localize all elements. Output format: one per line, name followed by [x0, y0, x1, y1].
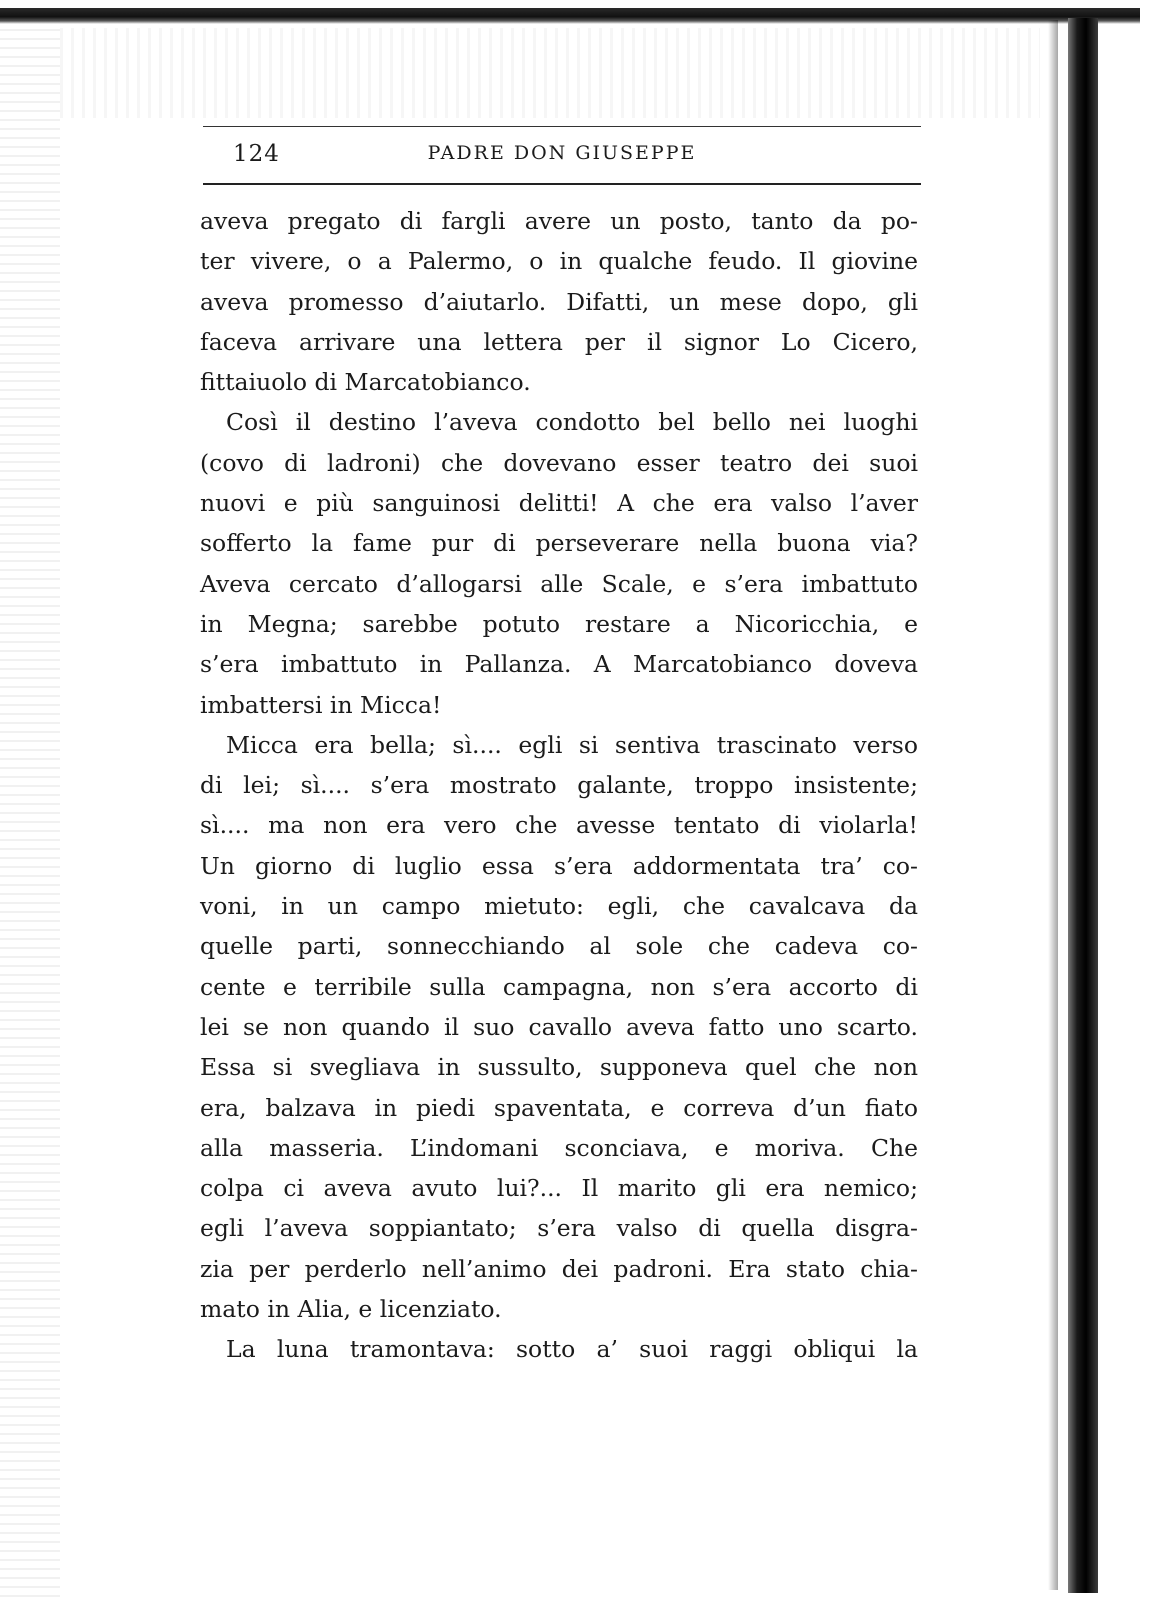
text-line: Così il destino l’aveva condotto bel bello nei luoghi [226, 408, 918, 437]
text-line: zia per perderlo nell’animo dei padroni. Era stato chia- [200, 1254, 918, 1283]
text-line: voni, in un campo mietuto: egli, che cavalcava da [200, 892, 918, 921]
scan-top-edge [0, 8, 1140, 24]
text-line: Essa si svegliava in sussulto, supponeva quel che non [200, 1053, 918, 1082]
text-line: Micca era bella; sì.... egli si sentiva trascinato verso [226, 730, 918, 759]
text-line: egli l’aveva soppiantato; s’era valso di quella disgra- [200, 1214, 918, 1243]
text-line: s’era imbattuto in Pallanza. A Marcatobianco doveva [200, 650, 918, 679]
text-line: colpa ci aveva avuto lui?... Il marito gli era nemico; [200, 1174, 918, 1203]
text-line: aveva pregato di fargli avere un posto, tanto da po- [200, 207, 918, 235]
text-line: aveva promesso d’aiutarlo. Difatti, un mese dopo, gli [200, 287, 918, 316]
text-line: di lei; sì.... s’era mostrato galante, troppo insistente; [200, 771, 918, 800]
text-line: lei se non quando il suo cavallo aveva fatto uno scarto. [200, 1012, 918, 1041]
text-line: Un giorno di luglio essa s’era addormentata tra’ co- [200, 851, 918, 880]
text-line: fittaiuolo di Marcatobianco. [200, 368, 531, 397]
scan-top-noise [60, 28, 1040, 118]
text-line: sofferto la fame pur di perseverare nella buona via? [200, 529, 918, 558]
text-line: mato in Alia, e licenziato. [200, 1295, 502, 1324]
page-header [203, 126, 921, 185]
text-line: ter vivere, o a Palermo, o in qualche feudo. Il giovine [200, 247, 918, 276]
binding-shadow [1048, 20, 1058, 1590]
page-number: 124 [233, 141, 280, 167]
text-line: nuovi e più sanguinosi delitti! A che era valso l’aver [200, 489, 918, 518]
text-line: era, balzava in piedi spaventata, e correva d’un fiato [200, 1093, 918, 1122]
text-line: imbattersi in Micca! [200, 690, 442, 719]
text-line: alla masseria. L’indomani sconciava, e moriva. Che [200, 1133, 918, 1162]
text-line: in Megna; sarebbe potuto restare a Nicoricchia, e [200, 609, 918, 638]
running-title: PADRE DON GIUSEPPE [427, 142, 697, 164]
text-line: Aveva cercato d’allogarsi alle Scale, e s’era imbattuto [200, 569, 918, 598]
paragraph [200, 402, 918, 724]
text-line: La luna tramontava: sotto a’ suoi raggi obliqui la [226, 1335, 918, 1364]
paragraph [200, 1329, 918, 1369]
text-line: faceva arrivare una lettera per il signor Lo Cicero, [200, 327, 918, 356]
text-line: sì.... ma non era vero che avesse tentato di violarla! [200, 811, 918, 840]
paragraph [200, 725, 918, 1329]
scan-left-noise [0, 20, 60, 1600]
body-text [200, 201, 918, 1370]
binding-edge [1068, 18, 1098, 1593]
text-line: (covo di ladroni) che dovevano esser teatro dei suoi [200, 448, 918, 477]
text-line: cente e terribile sulla campagna, non s’era accorto di [200, 972, 918, 1001]
paragraph [200, 201, 918, 402]
text-line: quelle parti, sonnecchiando al sole che cadeva co- [200, 932, 918, 961]
